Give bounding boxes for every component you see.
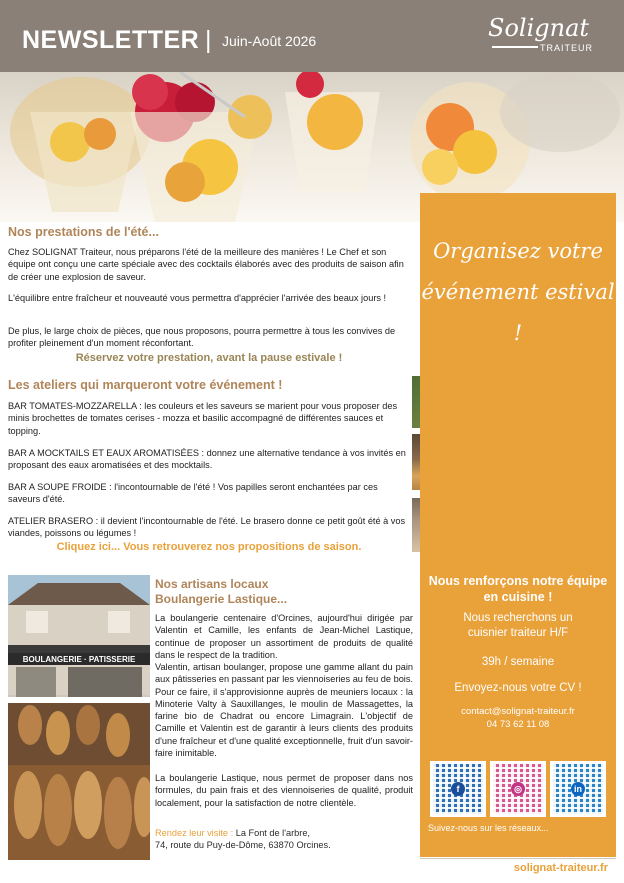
artisans-paragraph-2: Valentin, artisan boulanger, propose une gamme allant du pain aux pâtisseries en passant par les viennoiseries au feu de bois. Pour ce faire, il s'approvisionne auprès de meuniers locaux : la Minoterie Valty à Sauxillanges, le moulin de Massagettes, la farine bio de Chadrat ou encore Limagrain. L'objectif de Camille et Valentin est de garantir à leurs clients des produits d'une fraîcheur et d'une qualité exceptionnelle, fruit d'un savoir-faire inimitable.: [155, 662, 413, 759]
contact-phone: 04 73 62 11 08: [486, 719, 550, 730]
logo-swash: [492, 46, 538, 48]
logo-sub: TRAITEUR: [540, 43, 593, 53]
reserve-cta: Réservez votre prestation, avant la pause estivale !: [75, 352, 343, 364]
newsletter-date: Juin-Août 2026: [222, 33, 317, 49]
recruitment-text: Nous recherchons un cuisnier traiteur H/F: [463, 612, 573, 639]
website-link[interactable]: solignat-traiteur.fr: [513, 862, 608, 874]
bakery-sign: BOULANGERIE · PATISSERIE: [22, 655, 136, 664]
summer-paragraph-3: De plus, le large choix de pièces, que nous proposons, pourra permettre à tous les convives de profiter pleinement d'un moment réconfortant.: [8, 326, 396, 349]
linkedin-icon: in: [571, 782, 585, 796]
visit-place: La Font de l'arbre,: [235, 828, 310, 838]
bakery-photo: [8, 575, 150, 860]
contact-email[interactable]: contact@solignat-traiteur.fr: [461, 706, 575, 717]
workshop-item: BAR A SOUPE FROIDE : l'incontournable de l'été ! Vos papilles seront enchantées par ces saveurs d'été.: [8, 482, 378, 505]
workshops-heading: Les ateliers qui marqueront votre événement !: [8, 378, 283, 392]
facebook-icon: f: [451, 782, 465, 796]
artisans-heading: Nos artisans locaux: [155, 577, 269, 591]
newsletter-title: NEWSLETTER: [22, 26, 200, 54]
facebook-qr-code[interactable]: [430, 761, 486, 817]
visit-info: [155, 827, 413, 852]
seasonal-offers-link[interactable]: Cliquez ici... Vous retrouverez nos propositions de saison.: [56, 541, 362, 553]
event-script-heading: Organisez votre événement estival !: [421, 239, 615, 345]
send-cv-text: Envoyez-nous votre CV !: [454, 682, 582, 694]
follow-us-text: Suivez-nous sur les réseaux...: [428, 823, 549, 833]
sidebar-panel: [420, 193, 616, 857]
bakery-subheading: Boulangerie Lastique...: [155, 592, 288, 606]
instagram-icon: ◎: [511, 782, 525, 796]
workshop-item: BAR TOMATES-MOZZARELLA : les couleurs et les saveurs se marient pour vous proposer des minis brochettes de tomates cerises - mozza et basilic accompagné de différentes sauces et topping.: [8, 401, 398, 436]
visit-label: Rendez leur visite :: [155, 828, 234, 838]
logo-name: Solignat: [488, 14, 590, 42]
recruitment-heading: Nous renforçons notre équipe en cuisine !: [428, 574, 608, 604]
instagram-qr-code[interactable]: [490, 761, 546, 817]
workshop-item: BAR A MOCKTAILS ET EAUX AROMATISÉES : donnez une alternative tendance à vos invités en proposant des eaux aromatisées et des mocktails.: [8, 448, 406, 471]
visit-address: 74, route du Puy-de-Dôme, 63870 Orcines.: [155, 840, 331, 851]
header-separator: |: [205, 26, 212, 54]
summer-paragraph-1: Chez SOLIGNAT Traiteur, nous préparons l'été de la meilleure des manières ! Le Chef et son équipe ont conçu une carte spéciale avec des cocktails élaborés avec des produits de saison afin de créer une explosion de saveur.: [8, 247, 404, 282]
artisans-paragraph-1: La boulangerie centenaire d'Orcines, aujourd'hui dirigée par Valentin et Camille, les enfants de Jean-Michel Lastique, continue de proposer un assortiment de produits de qualité dans le respect de la tradition.: [155, 613, 413, 660]
solignat-logo: [488, 14, 593, 58]
summer-paragraph-2: L'équilibre entre fraîcheur et nouveauté vous permettra d'apprécier l'arrivée des beaux jours !: [8, 293, 387, 303]
linkedin-qr-code[interactable]: [550, 761, 606, 817]
summer-heading: Nos prestations de l'été...: [8, 225, 159, 239]
artisans-paragraph-3: La boulangerie Lastique, nous permet de proposer dans nos formules, du pain frais et des viennoiseries de qualité, produit localement, pour la satisfaction de notre clientèle.: [155, 773, 413, 808]
footer-divider: [420, 858, 616, 859]
work-hours: 39h / semaine: [481, 656, 555, 668]
workshop-item: ATELIER BRASERO : il devient l'incontournable de l'été. Le brasero donne ce petit goût été à vos viandes, poissons ou légumes !: [8, 516, 406, 539]
header-bar: [0, 0, 624, 72]
